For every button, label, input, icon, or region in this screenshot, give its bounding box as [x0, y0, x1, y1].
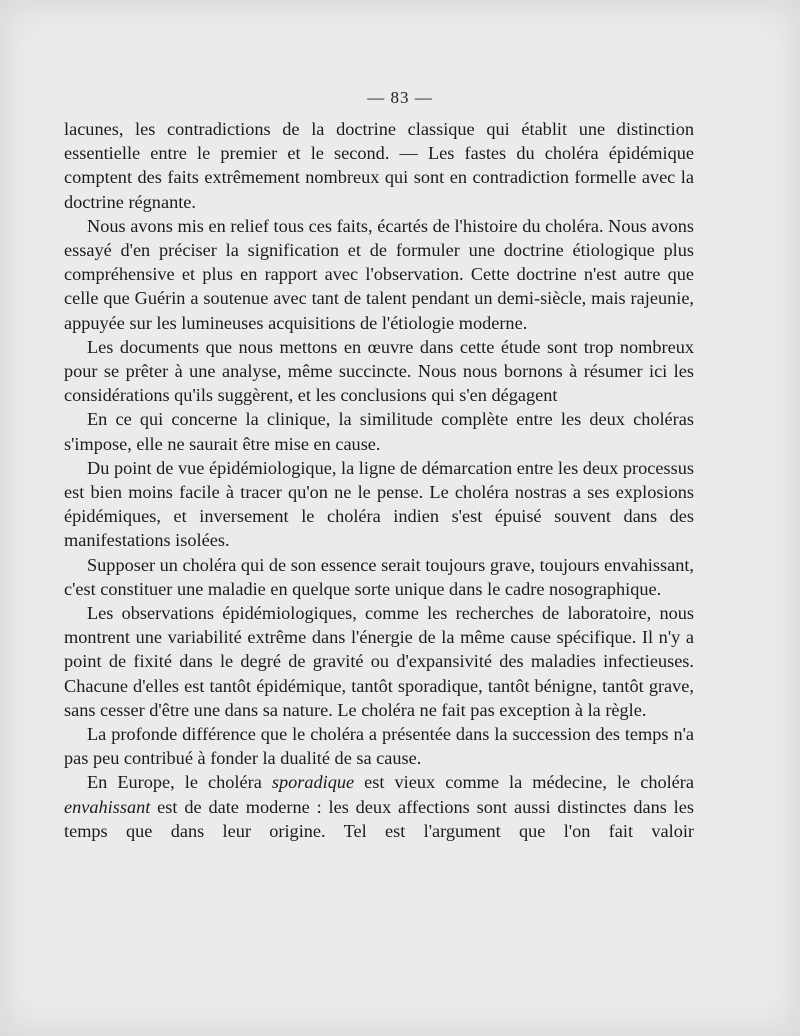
paragraph-5: Du point de vue épidémiologique, la ligne de démarcation entre les deux processus est bien moins facile à tracer qu'on ne le pense. Le choléra nostras a ses explosions épidémiques, et inversement le choléra indien s'est épuisé souvent dans des manifestations isolées.	[64, 457, 694, 551]
paragraph-8: La profonde différence que le choléra a présentée dans la succession des temps n'a pas peu contribué à fonder la dualité de sa cause.	[64, 724, 694, 769]
paragraph-7: Les observations épidémiologiques, comme les recherches de laboratoire, nous montrent une variabilité extrême dans l'énergie de la même cause spécifique. Il n'y a point de fixité dans le degré de gravité ou d'expansivité des maladies infectieuses. Chacune d'elles est tantôt épidémique, tantôt sporadique, tantôt bénigne, tantôt grave, sans cesser d'être une dans sa nature. Le choléra ne fait pas exception à la règle.	[64, 603, 694, 720]
italic-sporadique: sporadique	[271, 772, 355, 793]
paragraph-4: En ce qui concerne la clinique, la similitude complète entre les deux choléras s'impose, elle ne saurait être mise en cause.	[64, 409, 694, 454]
paragraph-9-end: est de date moderne : les deux affections sont aussi distinctes dans les temps que dans leur origine. Tel est l'argument que l'on fait valoir	[64, 796, 694, 841]
paragraph-9	[64, 770, 694, 843]
paragraph-3: Les documents que nous mettons en œuvre dans cette étude sont trop nombreux pour se prêter à une analyse, même succincte. Nous nous bornons à résumer ici les considérations qu'ils suggèrent, et les conclusions qui s'en dégagent	[64, 336, 694, 406]
paragraph-9-middle: est vieux comme la médecine, le choléra	[354, 772, 694, 793]
paragraph-2: Nous avons mis en relief tous ces faits, écartés de l'histoire du choléra. Nous avons essayé d'en préciser la signification et de formuler une doctrine étiologique plus compréhensive et plus en rapport avec l'observation. Cette doctrine n'est autre que celle que Guérin a soutenue avec tant de talent pendant un demi-siècle, mais rajeunie, appuyée sur les lumineuses acquisitions de l'étiologie moderne.	[64, 215, 694, 333]
paragraph-9-start: En Europe, le choléra	[87, 772, 272, 793]
body-text	[64, 117, 694, 843]
paragraph-1: lacunes, les contradictions de la doctrine classique qui établit une distinction essentielle entre le premier et le second. — Les fastes du choléra épidémique comptent des faits extrêmement nombreux qui sont en contradiction formelle avec la doctrine régnante.	[64, 119, 694, 212]
italic-envahissant: envahissant	[64, 796, 151, 817]
page-number: — 83 —	[367, 88, 433, 107]
paragraph-6: Supposer un choléra qui de son essence serait toujours grave, toujours envahissant, c'est constituer une maladie en quelque sorte unique dans le cadre nosographique.	[64, 554, 694, 599]
